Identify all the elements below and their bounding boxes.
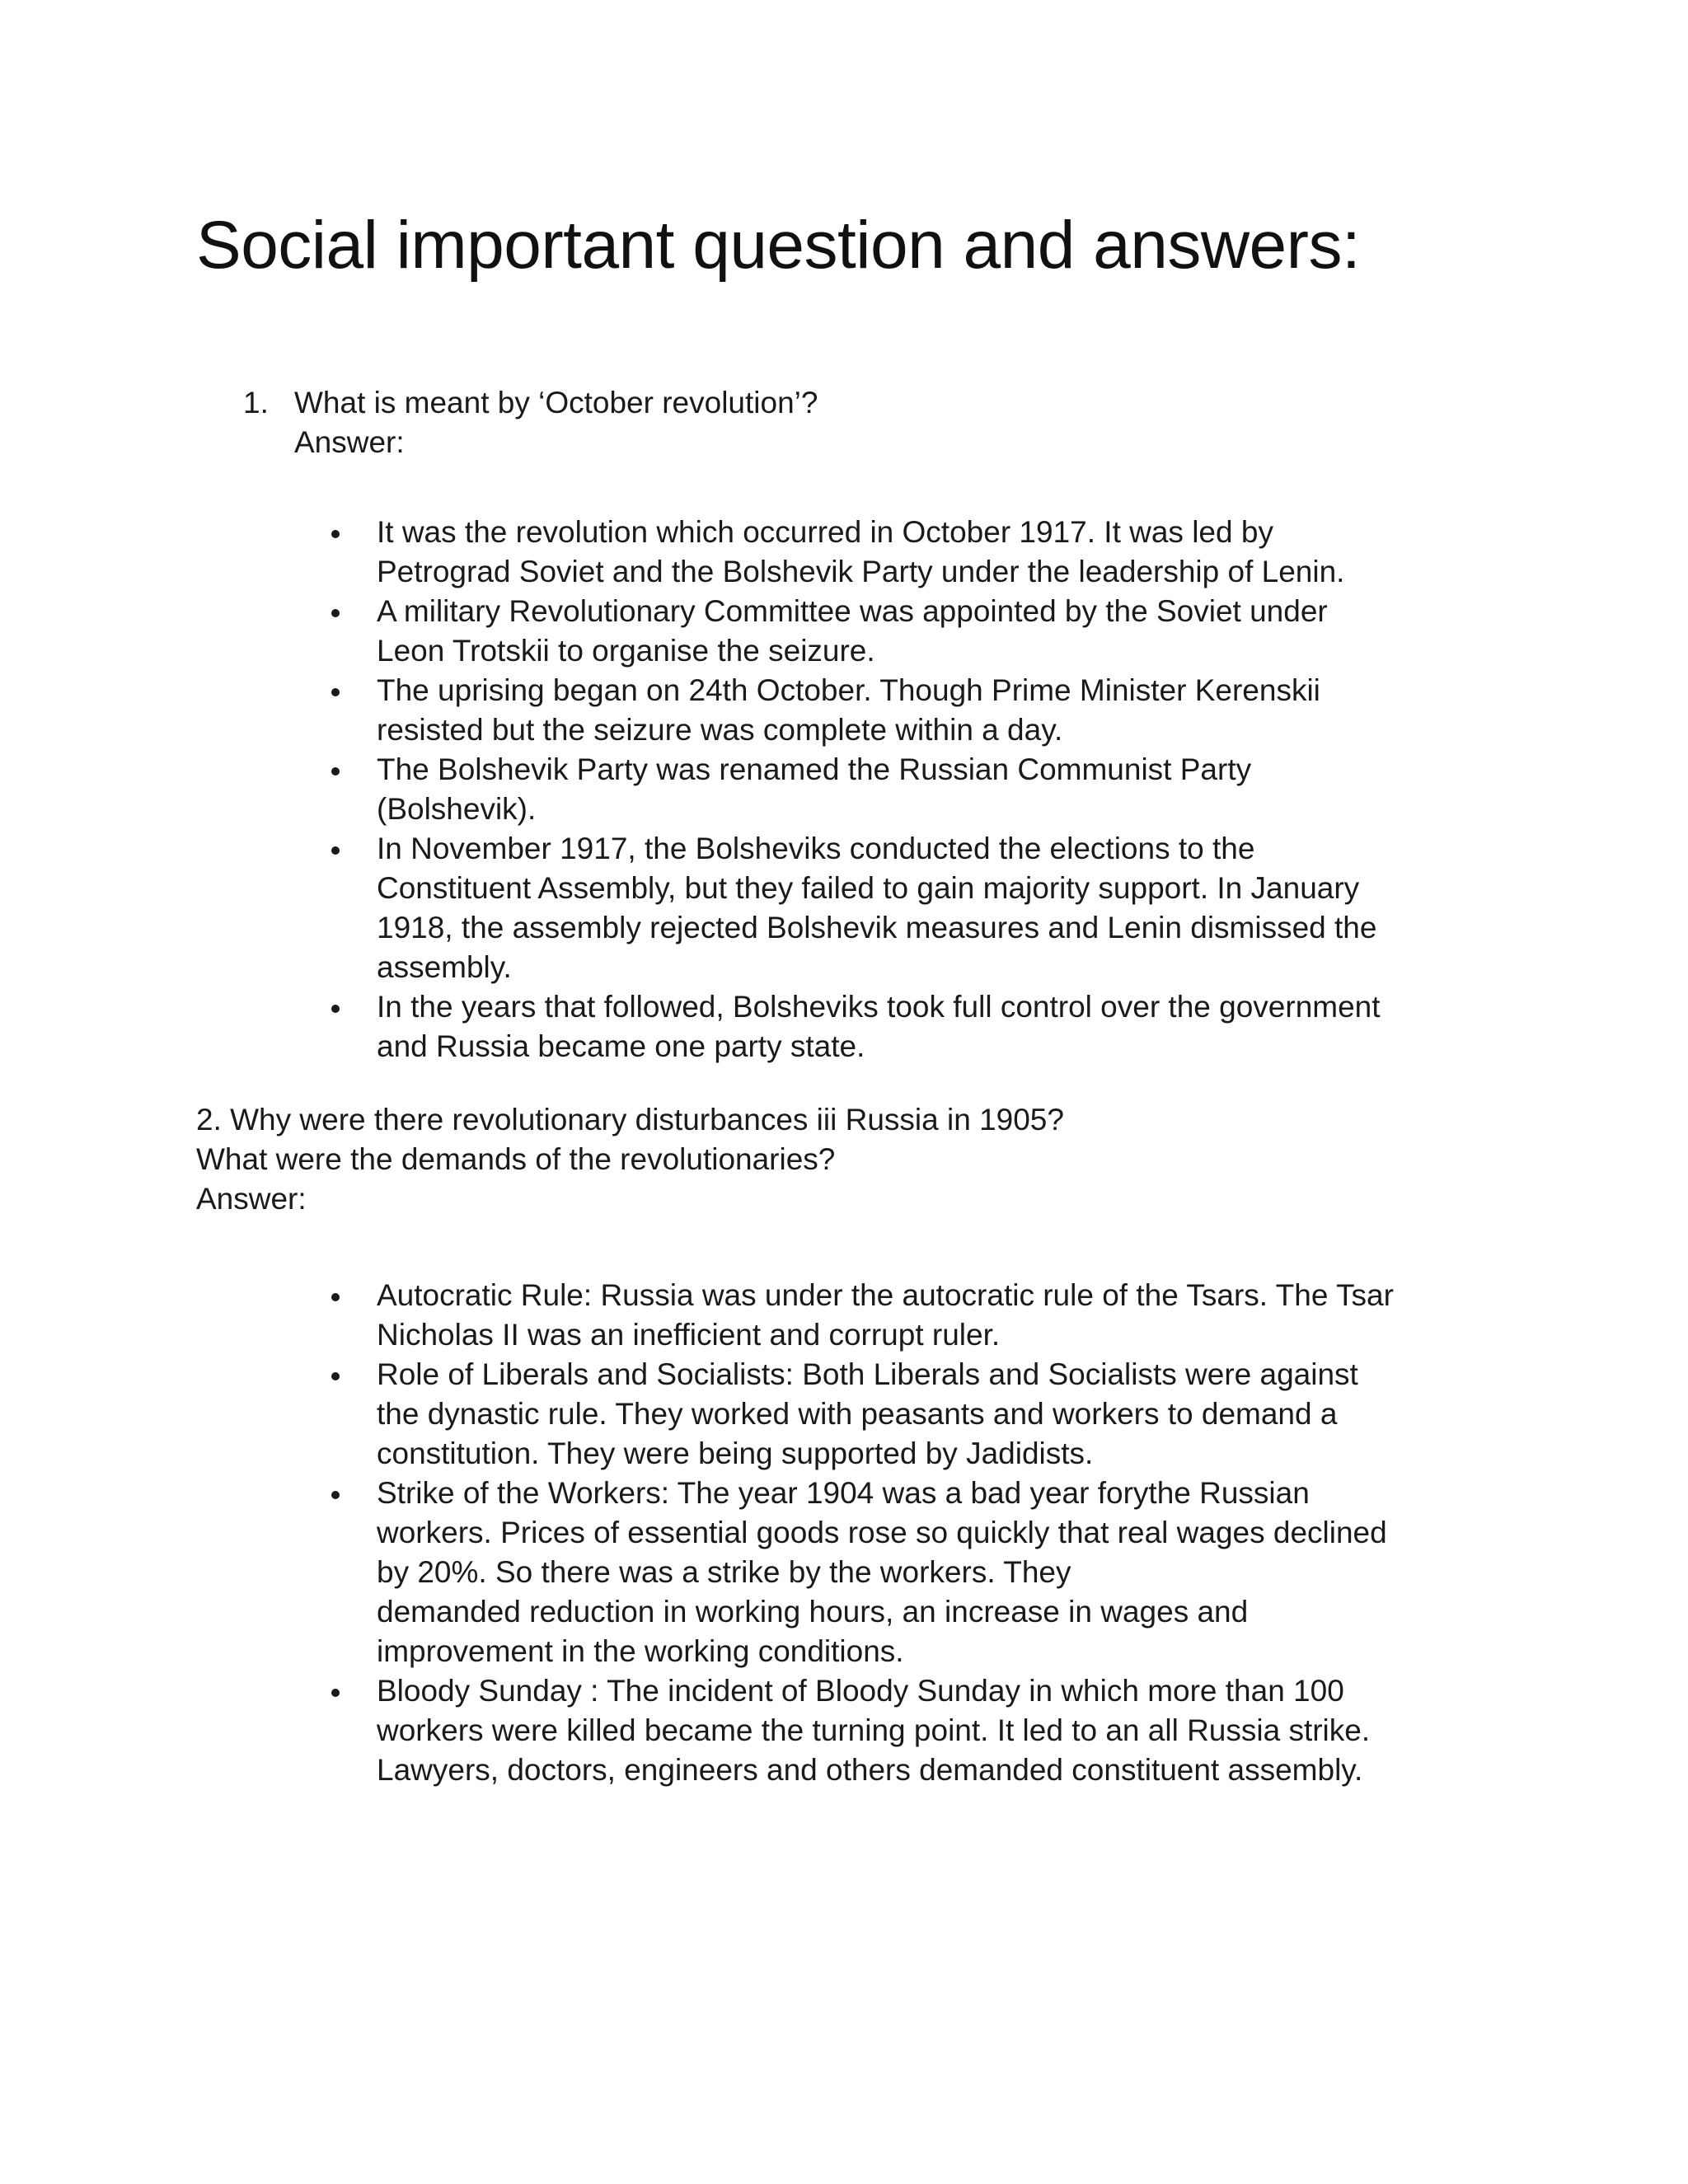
bullet-line: Leon Trotskii to organise the seizure.: [377, 634, 875, 668]
bullet-line: improvement in the working conditions.: [377, 1634, 904, 1668]
bullet-line: Nicholas II was an inefficient and corrupt ruler.: [377, 1318, 1001, 1352]
answer-1-bullet-list: [323, 513, 1493, 1066]
bullet-line: the dynastic rule. They worked with peasants and workers to demand a: [377, 1397, 1338, 1431]
question-text: What is meant by ‘October revolution’?: [294, 386, 818, 419]
bullet-line: Constituent Assembly, but they failed to gain majority support. In January: [377, 871, 1360, 905]
question-text-continued: What were the demands of the revolutionaries?: [196, 1142, 836, 1176]
bullet-line: 1918, the assembly rejected Bolshevik measures and Lenin dismissed the: [377, 911, 1377, 944]
bullet-item: [323, 1474, 1493, 1671]
bullet-item: [323, 592, 1493, 671]
bullet-line: Bloody Sunday : The incident of Bloody Sunday in which more than 100: [377, 1674, 1344, 1708]
bullet-line: It was the revolution which occurred in October 1917. It was led by: [377, 515, 1273, 549]
bullet-line: The uprising began on 24th October. Though Prime Minister Kerenskii: [377, 673, 1320, 707]
question-number: 1.: [243, 386, 269, 419]
bullet-dot-icon: [331, 1689, 340, 1697]
bullet-line: Role of Liberals and Socialists: Both Liberals and Socialists were against: [377, 1357, 1358, 1391]
question-text: 2. Why were there revolutionary disturbances iii Russia in 1905?: [196, 1103, 1064, 1137]
bullet-item: [323, 1355, 1493, 1474]
bullet-dot-icon: [331, 767, 340, 776]
bullet-dot-icon: [331, 688, 340, 696]
bullet-line: constitution. They were being supported by Jadidists.: [377, 1436, 1094, 1470]
bullet-item: [323, 1276, 1493, 1355]
bullet-line: The Bolshevik Party was renamed the Russian Communist Party: [377, 752, 1252, 786]
bullet-line: Lawyers, doctors, engineers and others demanded constituent assembly.: [377, 1753, 1363, 1787]
bullet-line: In the years that followed, Bolsheviks took full control over the government: [377, 990, 1381, 1024]
bullet-line: Petrograd Soviet and the Bolshevik Party under the leadership of Lenin.: [377, 555, 1345, 588]
bullet-line: workers were killed became the turning point. It led to an all Russia strike.: [377, 1713, 1371, 1747]
answer-label: Answer:: [196, 1182, 307, 1216]
page-title: Social important question and answers:: [196, 208, 1361, 283]
bullet-item: [323, 750, 1493, 829]
bullet-item: [323, 987, 1493, 1066]
bullet-dot-icon: [331, 530, 340, 538]
bullet-line: (Bolshevik).: [377, 792, 537, 826]
bullet-dot-icon: [331, 1372, 340, 1380]
bullet-dot-icon: [331, 846, 340, 855]
bullet-dot-icon: [331, 609, 340, 617]
bullet-item: [323, 671, 1493, 750]
bullet-line: Strike of the Workers: The year 1904 was a bad year forythe Russian: [377, 1476, 1310, 1510]
bullet-dot-icon: [331, 1491, 340, 1499]
bullet-line: workers. Prices of essential goods rose so quickly that real wages declined: [377, 1516, 1387, 1549]
bullet-item: [323, 1671, 1493, 1790]
bullet-line: by 20%. So there was a strike by the workers. They: [377, 1555, 1071, 1589]
bullet-item: [323, 829, 1493, 987]
answer-2-bullet-list: [323, 1276, 1493, 1790]
bullet-line: In November 1917, the Bolsheviks conducted the elections to the: [377, 832, 1255, 865]
bullet-line: A military Revolutionary Committee was appointed by the Soviet under: [377, 594, 1328, 628]
bullet-line: and Russia became one party state.: [377, 1029, 865, 1063]
bullet-line: demanded reduction in working hours, an increase in wages and: [377, 1595, 1249, 1629]
question-2: [196, 1100, 1064, 1219]
answer-label: Answer:: [294, 425, 405, 459]
bullet-line: resisted but the seizure was complete within a day.: [377, 713, 1063, 747]
bullet-line: Autocratic Rule: Russia was under the autocratic rule of the Tsars. The Tsar: [377, 1278, 1394, 1312]
bullet-line: assembly.: [377, 950, 512, 984]
bullet-dot-icon: [331, 1293, 340, 1301]
bullet-dot-icon: [331, 1005, 340, 1013]
bullet-item: [323, 513, 1493, 592]
